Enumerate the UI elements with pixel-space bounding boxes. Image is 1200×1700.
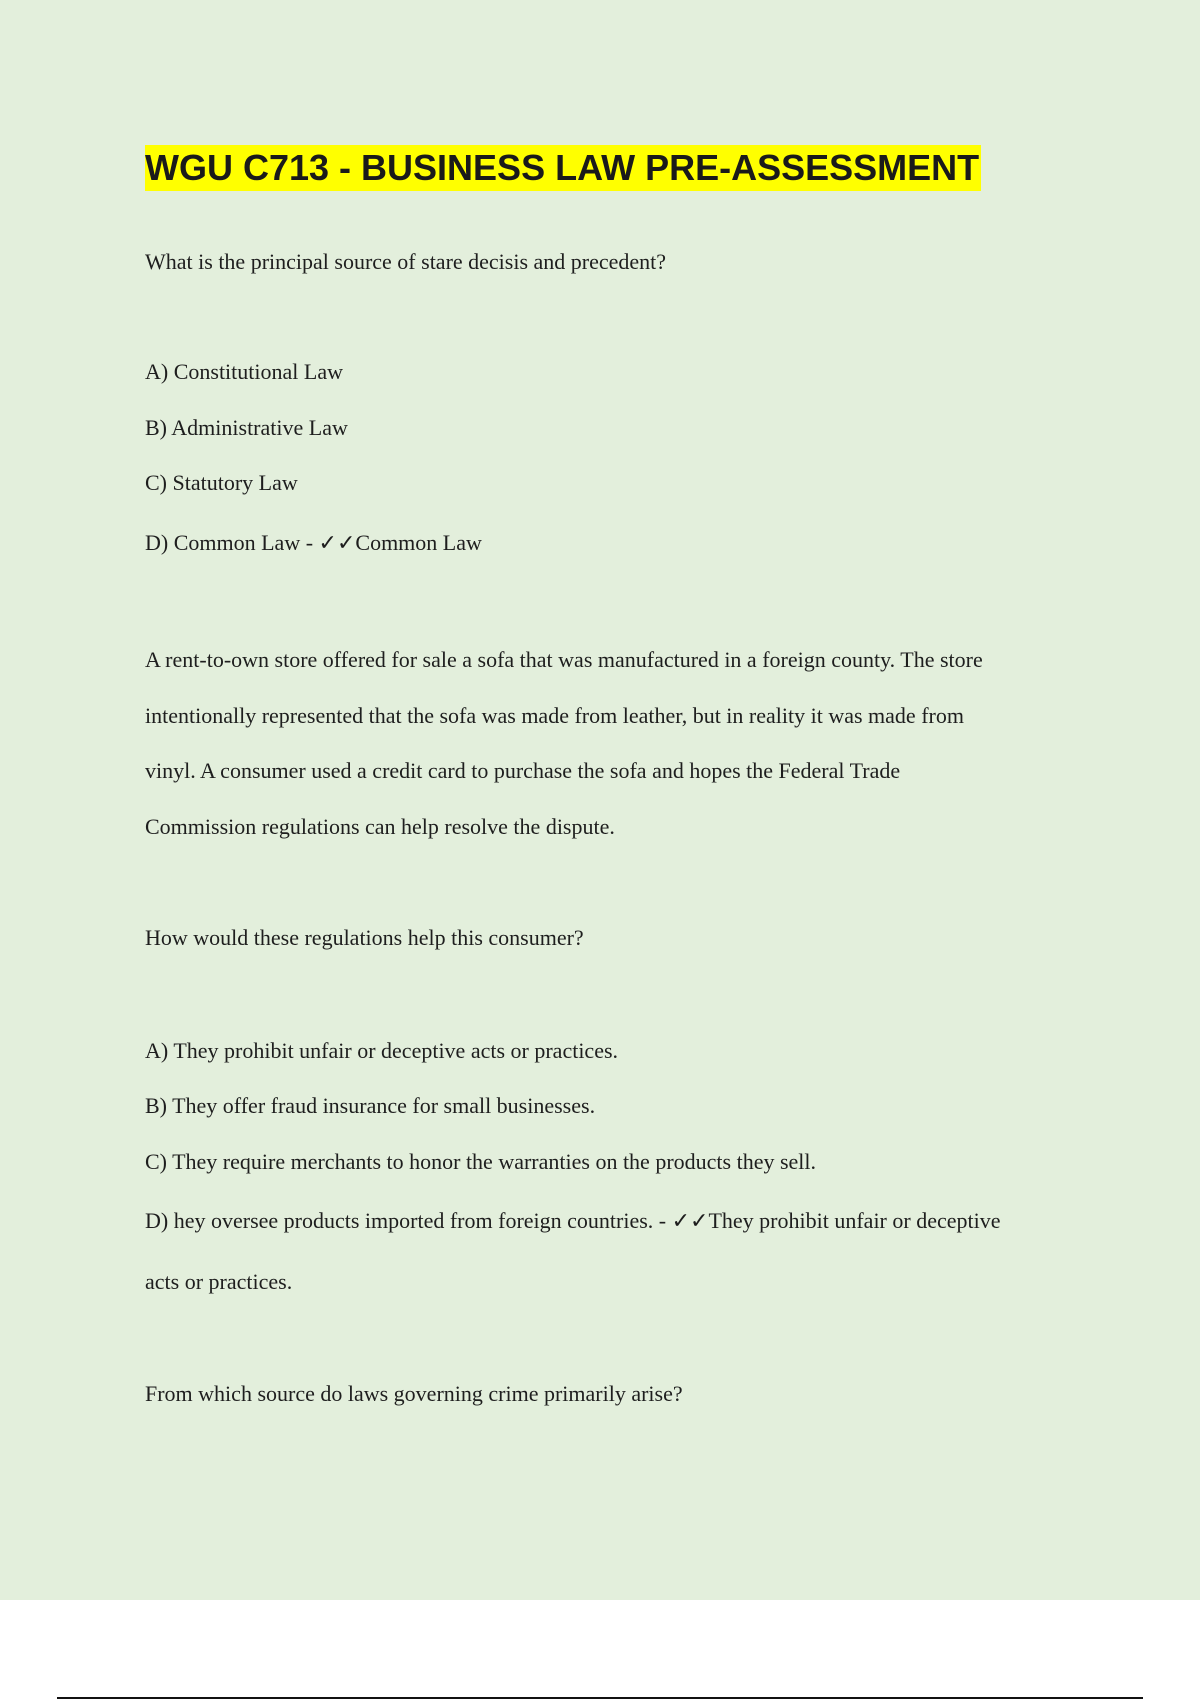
- question-2-scenario: [145, 632, 1085, 854]
- question-1-option-b: B) Administrative Law: [145, 415, 348, 440]
- question-2-prompt: How would these regulations help this consumer?: [145, 925, 584, 950]
- question-1-option-d: D) Common Law - ✓✓Common Law: [145, 530, 482, 555]
- footer-divider: [57, 1697, 1143, 1699]
- scenario-line: intentionally represented that the sofa was made from leather, but in reality it was made from: [145, 702, 964, 728]
- scenario-line: Commission regulations can help resolve the dispute.: [145, 813, 615, 839]
- question-2-option-d: D) hey oversee products imported from foreign countries. - ✓✓They prohibit unfair or deceptive: [145, 1208, 1001, 1233]
- document-title: WGU C713 - BUSINESS LAW PRE-ASSESSMENT: [145, 145, 981, 191]
- question-2-option-a: A) They prohibit unfair or deceptive acts or practices.: [145, 1038, 619, 1063]
- question-2-option-d-continued: acts or practices.: [145, 1269, 293, 1294]
- scenario-line: A rent-to-own store offered for sale a sofa that was manufactured in a foreign county. The store: [145, 647, 983, 672]
- question-3-prompt: From which source do laws governing crime primarily arise?: [145, 1381, 683, 1406]
- scenario-line: vinyl. A consumer used a credit card to purchase the sofa and hopes the Federal Trade: [145, 758, 901, 783]
- question-2-option-c: C) They require merchants to honor the warranties on the products they sell.: [145, 1149, 817, 1174]
- question-2-option-b: B) They offer fraud insurance for small businesses.: [145, 1093, 596, 1118]
- question-1-option-c: C) Statutory Law: [145, 470, 298, 495]
- question-1-prompt: What is the principal source of stare decisis and precedent?: [145, 249, 667, 274]
- question-1-option-a: A) Constitutional Law: [145, 359, 343, 384]
